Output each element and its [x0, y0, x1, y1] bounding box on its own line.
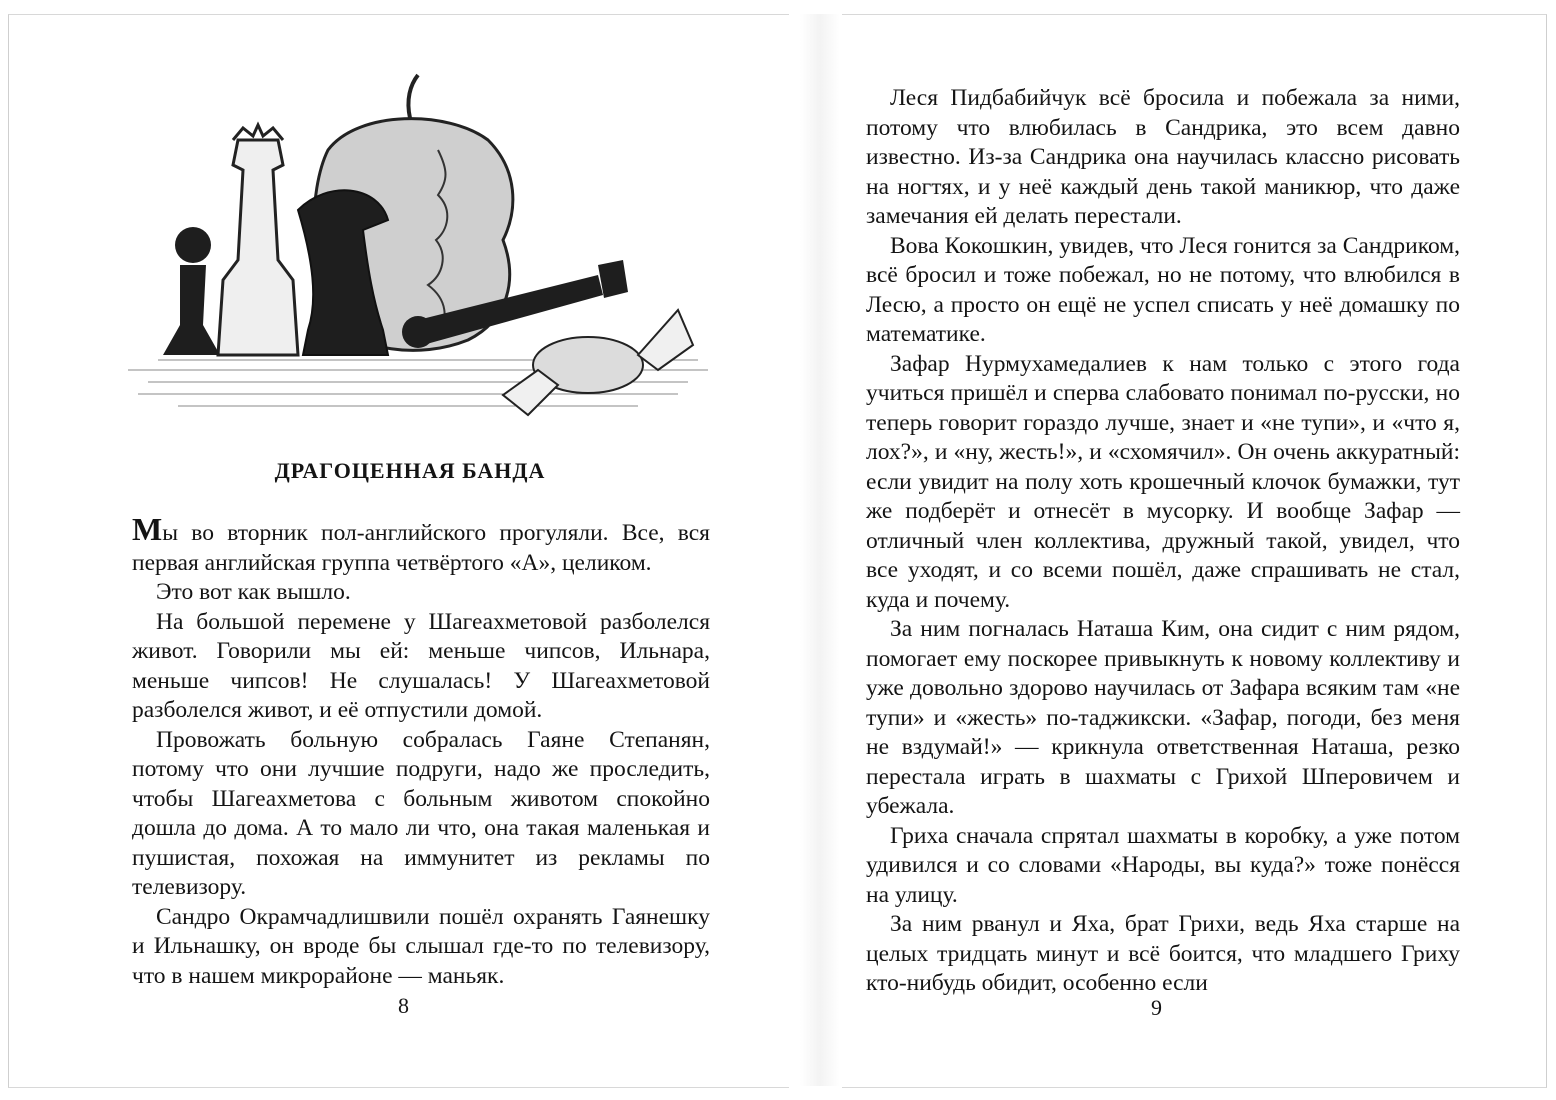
paragraph: Вова Кокошкин, увидев, что Леся гонится за Сандриком, всё бросил и тоже побежал, но не потому, что влюбился в Лесю, а просто он ещё не успел списать у неё домашку по математике.: [866, 232, 1460, 347]
chess-apple-candy-illustration: [118, 70, 718, 430]
chapter-title: ДРАГОЦЕННАЯ БАНДА: [274, 458, 546, 483]
right-page-text: [866, 84, 1460, 999]
paragraph: Это вот как вышло.: [156, 579, 351, 605]
page-number-left: 8: [398, 993, 409, 1018]
paragraph: Гриха сначала спрятал шахматы в коробку, а уже потом удивился и со словами «Народы, вы куда?» тоже понёсся на улицу.: [866, 822, 1460, 908]
black-pawn: [163, 227, 220, 355]
wrapped-candy: [503, 310, 693, 415]
paragraph: Провожать больную собралась Гаяне Степанян, потому что они лучшие подруги, надо же проследить, чтобы Шагеахметова с больным животом спокойно дошла до дома. А то мало ли что, она такая маленькая и пушистая, похожая на иммунитет из рекламы по телевизору.: [132, 726, 710, 900]
white-queen: [218, 125, 298, 355]
paragraph: Зафар Нурмухамедалиев к нам только с этого года учиться пришёл и сперва слабовато понимал по-русски, но теперь говорит гораздо лучше, знает и «не тупи», и «что я, лох?», и «ну, жесть!», и «схомячил». Он очень аккуратный: если увидит на полу хоть крошечный клочок бумажки, тут же подберёт и отнесёт в мусорку. И вообще Зафар — отличный член коллектива, дружный такой, увидел, что все уходят, и со всеми пошёл, даже спрашивать не стал, куда и почему.: [866, 350, 1460, 613]
book-gutter: [800, 14, 840, 1086]
paragraph: За ним рванул и Яха, брат Грихи, ведь Яха старше на целых тридцать минут и всё боится, что младшего Гриху кто-нибудь обидит, особенно если: [866, 911, 1460, 996]
paragraph: Мы во вторник пол-английского прогуляли. Все, вся первая английская группа четвёртого «А», целиком.: [132, 511, 710, 576]
paragraph: На большой перемене у Шагеахметовой разболелся живот. Говорили мы ей: меньше чипсов, Ильнара, меньше чипсов! Не слушалась! У Шагеахметовой разболелся живот, и её отпустили домой.: [132, 608, 710, 723]
page-number-right: 9: [1151, 995, 1162, 1020]
left-page-text: [132, 511, 710, 991]
paragraph: Леся Пидбабийчук всё бросила и побежала за ними, потому что влюбилась в Сандрика, это всем давно известно. Из-за Сандрика она научилась классно рисовать на ногтях, и у неё каждый день такой маникюр, что даже замечания ей делать перестали.: [866, 85, 1460, 229]
paragraph: Сандро Окрамчадлишвили пошёл охранять Гаянешку и Ильнашку, он вроде бы слышал где-то по телевизору, что в нашем микрорайоне — маньяк.: [132, 903, 710, 989]
paragraph: За ним погналась Наташа Ким, она сидит с ним рядом, помогает ему поскорее привыкнуть к новому коллективу и уже довольно здорово научилась от Зафара всяким там «не тупи» и «жесть» по-таджикски. «Зафар, погоди, без меня не вздумай!» — крикнула ответственная Наташа, резко перестала играть в шахматы с Грихой Шперовичем и убежала.: [866, 616, 1460, 819]
drop-cap: М: [132, 511, 163, 547]
